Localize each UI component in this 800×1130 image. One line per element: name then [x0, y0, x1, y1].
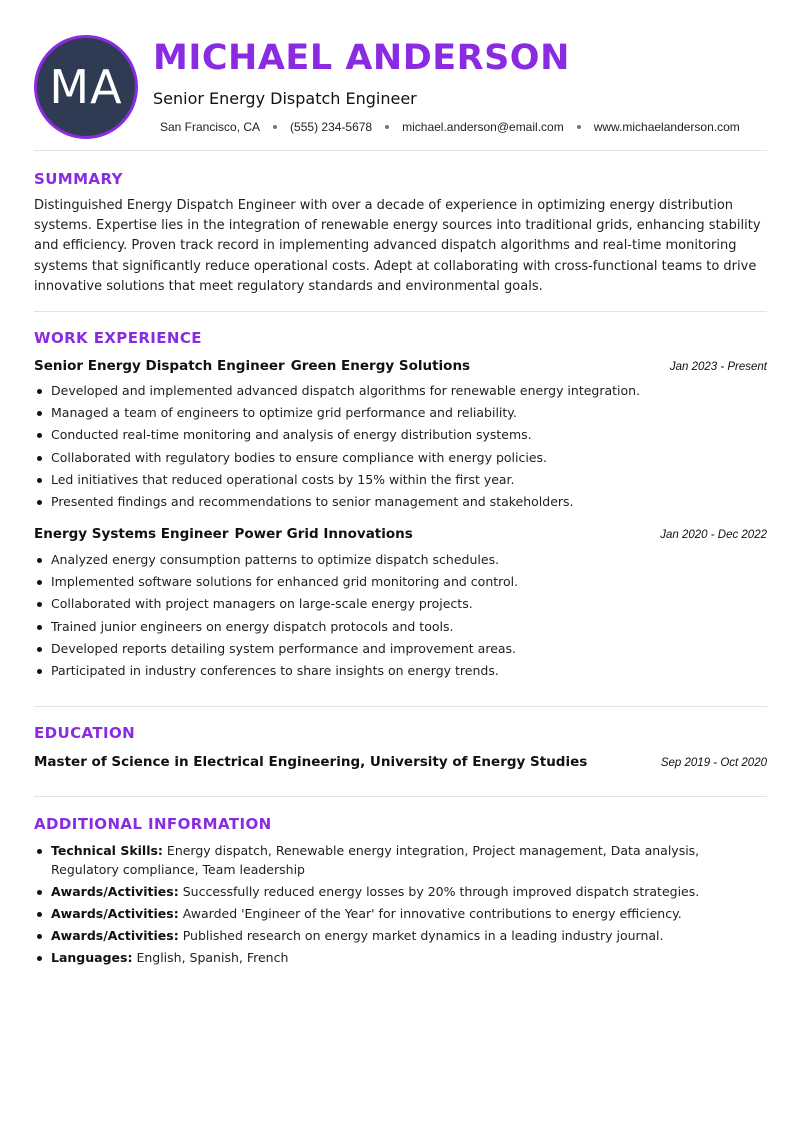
list-item: [34, 927, 767, 946]
list-item: [34, 883, 767, 902]
contact-bar: [160, 120, 740, 134]
item-label: Awards/Activities:: [51, 905, 179, 921]
summary-heading: SUMMARY: [34, 170, 123, 188]
contact-email: michael.anderson@email.com: [402, 120, 564, 134]
contact-location: San Francisco, CA: [160, 120, 261, 134]
additional-list: [34, 842, 767, 971]
education-entry: [34, 754, 767, 770]
list-item: Analyzed energy consumption patterns to optimize dispatch schedules.: [34, 549, 767, 571]
list-item: Collaborated with project managers on large-scale energy projects.: [34, 593, 767, 615]
candidate-name: MICHAEL ANDERSON: [153, 38, 570, 78]
item-text: Awarded 'Engineer of the Year' for innovative contributions to energy efficiency.: [182, 905, 682, 921]
contact-phone: (555) 234-5678: [290, 120, 373, 134]
list-item: [34, 949, 767, 968]
separator-dot: [385, 125, 389, 129]
education-dates: Sep 2019 - Oct 2020: [660, 757, 767, 769]
item-text: English, Spanish, French: [136, 950, 289, 966]
summary-text: Distinguished Energy Dispatch Engineer with over a decade of experience in optimizing energy distribution systems. Expertise lies in the integration of renewable energy sources into traditional grids, enhancing stability and efficiency. Proven track record in implementing advanced dispatch algorithms and real-time monitoring systems that significantly reduce operational costs. Adept at collaborating with cross-functional teams to drive innovative solutions that meet regulatory standards and environmental goals.: [34, 198, 761, 294]
candidate-title: Senior Energy Dispatch Engineer: [153, 89, 417, 108]
list-item: Developed and implemented advanced dispatch algorithms for renewable energy integration.: [34, 380, 767, 402]
list-item: Managed a team of engineers to optimize grid performance and reliability.: [34, 402, 767, 424]
job-role: Energy Systems Engineer: [34, 526, 229, 542]
job-dates: Jan 2020 - Dec 2022: [660, 529, 767, 541]
job-bullets: [34, 549, 767, 682]
job-role: Senior Energy Dispatch Engineer: [34, 358, 285, 374]
education-heading: EDUCATION: [34, 724, 136, 742]
divider: [34, 706, 767, 707]
job-bullets: [34, 380, 767, 513]
list-item: Trained junior engineers on energy dispatch protocols and tools.: [34, 616, 767, 638]
experience-heading: WORK EXPERIENCE: [34, 329, 202, 347]
item-label: Languages:: [51, 950, 133, 966]
item-label: Technical Skills:: [51, 843, 163, 858]
list-item: [34, 842, 767, 879]
job-role-line: [34, 358, 470, 374]
list-item: Implemented software solutions for enhanced grid monitoring and control.: [34, 571, 767, 593]
list-item: Developed reports detailing system performance and improvement areas.: [34, 638, 767, 660]
list-item: Participated in industry conferences to share insights on energy trends.: [34, 660, 767, 682]
divider: [34, 150, 767, 151]
avatar: [34, 35, 138, 139]
divider: [34, 796, 767, 797]
avatar-initials: MA: [49, 60, 123, 114]
contact-website: www.michaelanderson.com: [593, 120, 740, 134]
additional-heading: ADDITIONAL INFORMATION: [34, 815, 272, 833]
list-item: Presented findings and recommendations to senior management and stakeholders.: [34, 491, 767, 513]
separator-dot: [273, 125, 277, 129]
job-company: Power Grid Innovations: [234, 526, 413, 542]
item-text: Published research on energy market dynamics in a leading industry journal.: [182, 928, 664, 944]
separator-dot: [577, 125, 581, 129]
list-item: Collaborated with regulatory bodies to ensure compliance with energy policies.: [34, 447, 767, 469]
item-label: Awards/Activities:: [51, 883, 179, 899]
job-company: Green Energy Solutions: [290, 358, 471, 374]
item-text: Successfully reduced energy losses by 20% through improved dispatch strategies.: [182, 883, 700, 899]
divider: [34, 311, 767, 312]
item-label: Awards/Activities:: [51, 928, 179, 944]
job-role-line: [34, 526, 413, 542]
item-text: Energy dispatch, Renewable energy integration, Project management, Data analysis, Regulatory compliance, Team leadership: [51, 843, 700, 877]
job-header: [34, 526, 767, 542]
list-item: [34, 905, 767, 924]
job-dates: Jan 2023 - Present: [669, 361, 767, 373]
list-item: Led initiatives that reduced operational costs by 15% within the first year.: [34, 469, 767, 491]
job-header: [34, 358, 767, 374]
list-item: Conducted real-time monitoring and analysis of energy distribution systems.: [34, 424, 767, 446]
education-degree: Master of Science in Electrical Engineering, University of Energy Studies: [34, 754, 588, 770]
